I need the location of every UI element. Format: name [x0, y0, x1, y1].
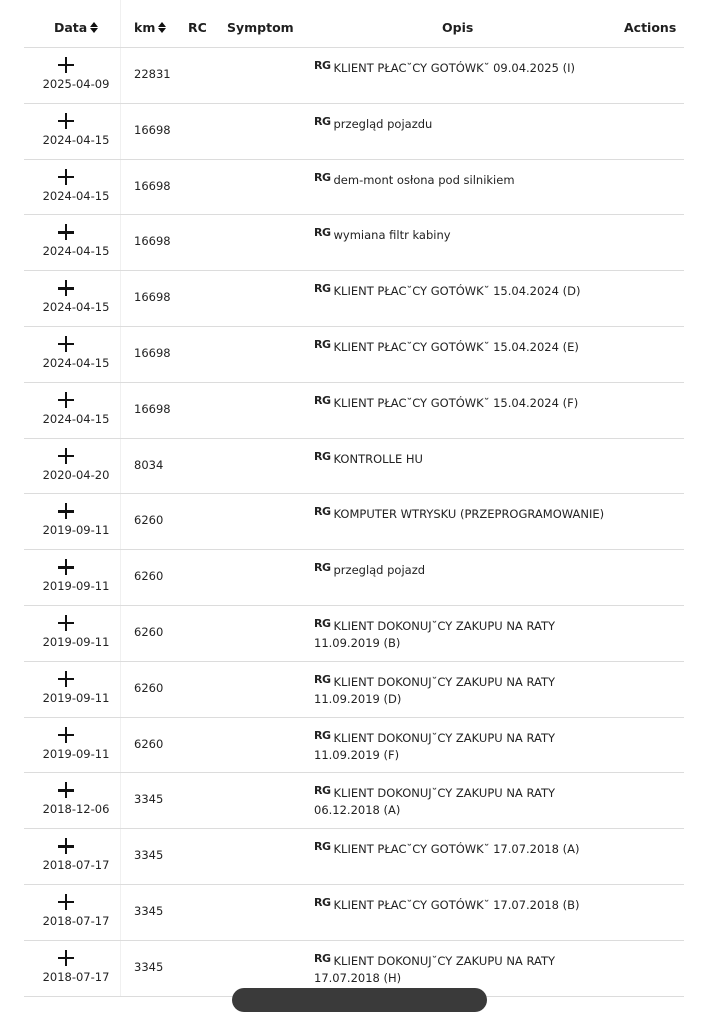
row-opis-text: KLIENT PŁAC˘CY GOTÓWK˘ 15.04.2024 (F)	[333, 395, 579, 410]
table-row	[24, 718, 684, 774]
plus-icon[interactable]	[57, 837, 75, 855]
row-date: 2025-04-09	[42, 77, 110, 91]
row-km: 16698	[134, 401, 171, 416]
row-opis	[314, 730, 624, 763]
row-opis	[314, 506, 624, 523]
row-date: 2019-09-11	[42, 746, 110, 761]
row-km: 6260	[134, 680, 164, 695]
table-row	[24, 383, 684, 439]
row-date: 2019-09-11	[42, 690, 110, 705]
plus-icon[interactable]	[57, 335, 75, 353]
row-km: 6260	[134, 736, 164, 751]
rg-badge: RG	[314, 840, 331, 854]
row-opis-text: KOMPUTER WTRYSKU (PRZEPROGRAMOWANIE)	[333, 507, 605, 522]
column-actions	[624, 20, 676, 35]
row-date: 2024-04-15	[42, 188, 110, 203]
row-km: 16698	[134, 290, 171, 305]
row-opis-text: KLIENT PŁAC˘CY GOTÓWK˘ 09.04.2025 (I)	[333, 61, 575, 75]
row-opis-text: dem-mont osłona pod silnikiem	[333, 172, 515, 187]
row-date: 2024-04-15	[42, 132, 110, 147]
plus-icon[interactable]	[57, 447, 75, 465]
row-opis	[314, 172, 624, 189]
rg-badge: RG	[314, 393, 331, 407]
table-row	[24, 662, 684, 718]
row-km: 16698	[134, 345, 171, 360]
row-date: 2024-04-15	[42, 411, 110, 426]
column-rc-label: RC	[188, 20, 207, 35]
service-history-table	[24, 0, 684, 997]
plus-icon[interactable]	[57, 614, 75, 632]
table-row	[24, 439, 684, 495]
row-opis	[314, 451, 624, 468]
rg-badge: RG	[314, 784, 331, 798]
rg-badge: RG	[314, 337, 331, 351]
row-km: 6260	[134, 624, 164, 639]
row-opis	[314, 283, 624, 300]
plus-icon[interactable]	[57, 781, 75, 799]
table-body	[24, 48, 684, 997]
row-opis	[314, 60, 624, 77]
row-km: 22831	[134, 67, 171, 81]
rg-badge: RG	[314, 951, 331, 965]
row-km: 3345	[134, 903, 164, 918]
plus-icon[interactable]	[57, 223, 75, 241]
plus-icon[interactable]	[57, 112, 75, 130]
row-opis	[314, 841, 624, 858]
row-km: 3345	[134, 959, 164, 974]
row-opis	[314, 395, 624, 412]
column-actions-label: Actions	[624, 20, 677, 35]
row-opis	[314, 116, 624, 133]
plus-icon[interactable]	[57, 279, 75, 297]
row-date: 2018-07-17	[42, 969, 110, 984]
rg-badge: RG	[314, 114, 331, 128]
column-opis	[442, 20, 473, 35]
row-opis-text: KONTROLLE HU	[333, 451, 423, 466]
column-km[interactable]	[134, 20, 166, 35]
row-date: 2019-09-11	[42, 634, 110, 649]
row-date: 2024-04-15	[42, 355, 110, 370]
table-row	[24, 606, 684, 662]
row-date: 2024-04-15	[42, 244, 110, 259]
rg-badge: RG	[314, 895, 331, 909]
sort-icon[interactable]	[158, 22, 166, 33]
column-date[interactable]	[54, 20, 98, 35]
column-symptom	[227, 20, 294, 35]
table-row	[24, 271, 684, 327]
row-opis-text: KLIENT PŁAC˘CY GOTÓWK˘ 17.07.2018 (A)	[333, 842, 580, 857]
row-opis	[314, 618, 624, 651]
rg-badge: RG	[314, 728, 331, 742]
plus-icon[interactable]	[57, 168, 75, 186]
rg-badge: RG	[314, 282, 331, 296]
row-opis	[314, 562, 624, 579]
sort-icon[interactable]	[90, 22, 98, 33]
row-km: 16698	[134, 178, 171, 193]
table-row	[24, 773, 684, 829]
row-km: 3345	[134, 792, 164, 807]
row-opis-text: KLIENT DOKONUJ˘CY ZAKUPU NA RATY 06.12.2018 (A)	[314, 786, 556, 818]
rg-badge: RG	[314, 561, 331, 575]
home-indicator[interactable]	[232, 988, 487, 1012]
column-symptom-label: Symptom	[227, 20, 294, 35]
row-date: 2018-12-06	[42, 802, 110, 817]
column-opis-label: Opis	[442, 20, 474, 35]
plus-icon[interactable]	[57, 726, 75, 744]
rg-badge: RG	[314, 449, 331, 463]
plus-icon[interactable]	[57, 893, 75, 911]
table-row	[24, 327, 684, 383]
row-opis-text: KLIENT DOKONUJ˘CY ZAKUPU NA RATY 11.09.2019 (B)	[314, 618, 556, 650]
row-date: 2019-09-11	[42, 523, 110, 538]
row-opis-text: KLIENT DOKONUJ˘CY ZAKUPU NA RATY 11.09.2019 (F)	[314, 730, 556, 762]
row-km: 16698	[134, 234, 171, 249]
rg-badge: RG	[314, 672, 331, 686]
table-row	[24, 48, 684, 104]
table-row	[24, 885, 684, 941]
column-date-label: Data	[54, 20, 88, 35]
row-opis-text: KLIENT PŁAC˘CY GOTÓWK˘ 17.07.2018 (B)	[333, 897, 580, 912]
table-row	[24, 829, 684, 885]
row-date: 2018-07-17	[42, 858, 110, 873]
row-opis-text: KLIENT DOKONUJ˘CY ZAKUPU NA RATY 11.09.2019 (D)	[314, 674, 556, 706]
plus-icon[interactable]	[57, 949, 75, 967]
rg-badge: RG	[314, 59, 331, 72]
row-km: 6260	[134, 513, 164, 528]
row-opis	[314, 227, 624, 244]
row-opis	[314, 674, 624, 707]
rg-badge: RG	[314, 226, 331, 240]
row-opis-text: KLIENT PŁAC˘CY GOTÓWK˘ 15.04.2024 (E)	[333, 339, 579, 354]
row-date: 2018-07-17	[42, 913, 110, 928]
rg-badge: RG	[314, 505, 331, 519]
row-opis-text: wymiana filtr kabiny	[333, 228, 451, 243]
rg-badge: RG	[314, 616, 331, 630]
plus-icon[interactable]	[57, 670, 75, 688]
row-opis-text: KLIENT DOKONUJ˘CY ZAKUPU NA RATY 17.07.2018 (H)	[314, 953, 556, 985]
rg-badge: RG	[314, 170, 331, 184]
plus-icon[interactable]	[57, 558, 75, 576]
column-km-label: km	[134, 20, 156, 35]
row-opis-text: przegląd pojazdu	[333, 116, 433, 131]
table-row	[24, 160, 684, 216]
row-km: 6260	[134, 569, 164, 584]
row-opis	[314, 785, 624, 818]
row-opis	[314, 953, 624, 986]
row-opis	[314, 339, 624, 356]
table-header	[24, 0, 684, 48]
table-row	[24, 494, 684, 550]
row-opis-text: przegląd pojazd	[333, 563, 426, 578]
plus-icon[interactable]	[57, 391, 75, 409]
plus-icon[interactable]	[57, 56, 75, 74]
row-km: 16698	[134, 122, 171, 137]
plus-icon[interactable]	[57, 502, 75, 520]
row-date: 2019-09-11	[42, 579, 110, 594]
table-row	[24, 550, 684, 606]
row-date: 2020-04-20	[42, 467, 110, 482]
row-opis-text: KLIENT PŁAC˘CY GOTÓWK˘ 15.04.2024 (D)	[333, 284, 581, 299]
table-row	[24, 104, 684, 160]
column-rc	[188, 20, 207, 35]
row-km: 3345	[134, 848, 164, 863]
table-row	[24, 215, 684, 271]
row-opis	[314, 897, 624, 914]
row-km: 8034	[134, 457, 164, 472]
row-date: 2024-04-15	[42, 300, 110, 315]
